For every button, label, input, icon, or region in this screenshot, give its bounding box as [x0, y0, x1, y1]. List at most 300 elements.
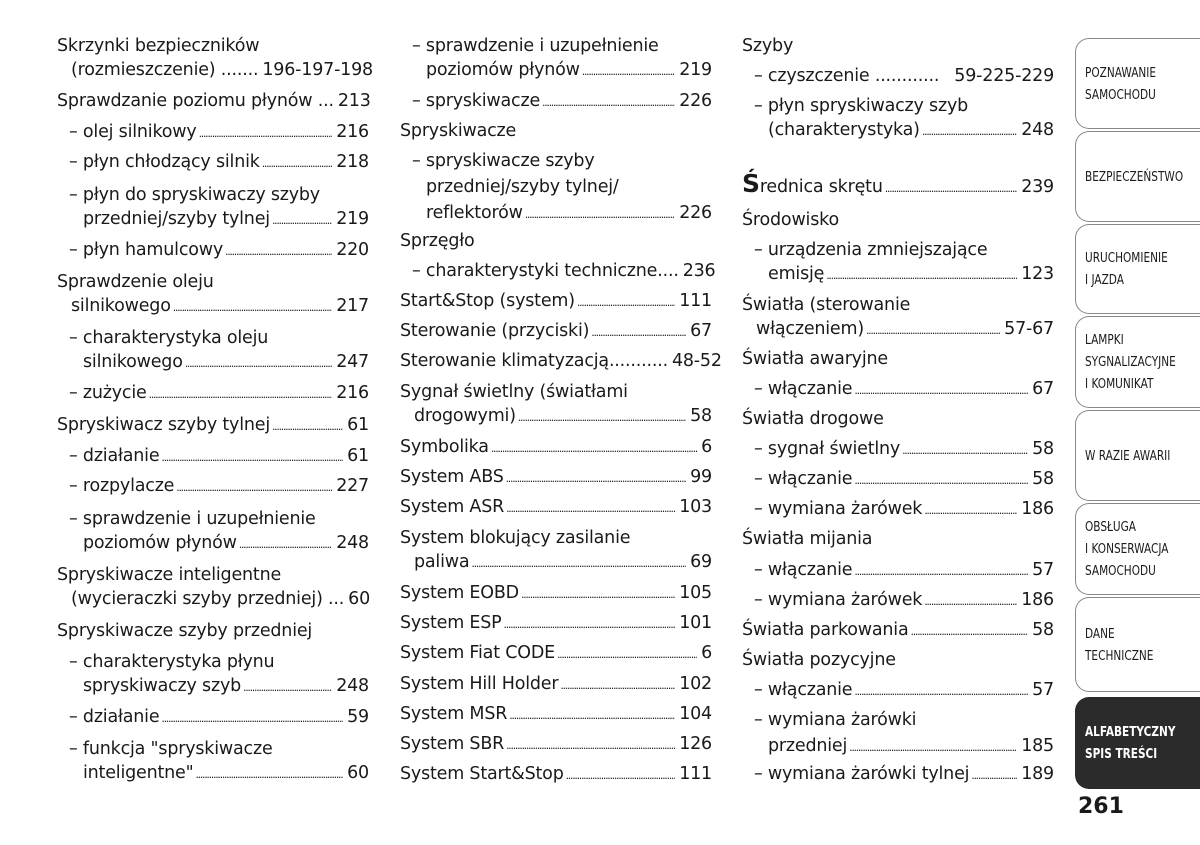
index-entry-line [742, 648, 1054, 672]
chapter-tab-label: LAMPKI SYGNALIZACYJNE I KOMUNIKAT [1085, 332, 1176, 392]
page-reference: 58 [1032, 469, 1054, 489]
index-entry-line [57, 563, 369, 587]
index-entry-text: – spryskiwacze szyby [412, 151, 595, 171]
dot-leader [239, 531, 332, 557]
page-reference: 99 [690, 467, 712, 487]
index-entry-text: System SBR [400, 734, 505, 754]
index-entry [400, 229, 712, 253]
index-entry [742, 407, 1054, 431]
index-entry-text: drogowymi) [414, 406, 516, 426]
index-entry-line [57, 587, 369, 611]
index-entry [400, 581, 712, 605]
index-entry-text: – rozpylacze [69, 476, 175, 496]
index-entry-line [57, 294, 369, 318]
page-reference: 105 [679, 583, 712, 603]
page-reference: 248 [336, 676, 369, 696]
page-reference: 6 [701, 437, 712, 457]
index-entry [412, 259, 716, 283]
page-reference: 248 [336, 533, 369, 553]
dot-leader [582, 58, 675, 84]
index-entry-text: Sterowanie klimatyzacją........... [400, 351, 668, 371]
index-entry-text: – włączanie [754, 560, 853, 580]
index-entry [57, 34, 373, 82]
page-reference: 185 [1021, 736, 1054, 756]
dot-leader [577, 289, 675, 315]
index-entry-text: Szyby [742, 36, 794, 56]
index-entry-text: Start&Stop (system) [400, 291, 575, 311]
dot-leader [849, 734, 1017, 760]
dot-leader [243, 674, 332, 700]
page-reference: 247 [336, 352, 369, 372]
index-entry-line [754, 64, 1054, 88]
index-entry-text: System ESP [400, 613, 502, 633]
index-entry-line [69, 120, 369, 144]
index-entry-line [754, 708, 1054, 734]
index-entry-text: – płyn spryskiwaczy szyb [754, 96, 969, 116]
chapter-tab[interactable] [1075, 503, 1200, 595]
index-entry-line [69, 705, 369, 729]
index-entry-text: Symbolika [400, 437, 489, 457]
page-reference: 239 [1021, 177, 1054, 197]
index-entry-text: – płyn do spryskiwaczy szyby [69, 185, 320, 205]
page-number: 261 [1078, 794, 1124, 819]
page-reference: 126 [679, 734, 712, 754]
dot-leader [885, 175, 1017, 201]
dot-leader [911, 618, 1029, 644]
index-entry [754, 678, 1054, 702]
dot-leader [272, 413, 343, 439]
chapter-tab-label: W RAZIE AWARII [1085, 447, 1171, 464]
index-entry-line [400, 465, 712, 489]
page-reference: 213 [337, 91, 371, 111]
chapter-tab[interactable] [1075, 410, 1200, 501]
index-entry [412, 34, 712, 82]
index-entry-text: – włączanie [754, 379, 853, 399]
index-entry [400, 465, 712, 489]
index-entry-line [412, 149, 712, 175]
index-entry [400, 641, 712, 665]
index-entry-text: System blokujący zasilanie [400, 528, 631, 548]
index-entry-text: (wycieraczki szyby przedniej) ... [71, 589, 345, 609]
dot-leader [525, 201, 675, 227]
index-entry-line [400, 672, 712, 696]
index-entry [400, 732, 712, 756]
page-reference: 59 [347, 707, 369, 727]
dot-leader [471, 550, 686, 576]
page-reference: 227 [336, 476, 369, 496]
index-entry [754, 467, 1054, 491]
index-entry-text: Spryskiwacze szyby przedniej [57, 621, 313, 641]
index-entry-line [754, 588, 1054, 612]
page-reference: 59-225-229 [954, 66, 1054, 86]
chapter-tab-label: OBSŁUGA I KONSERWACJA SAMOCHODU [1085, 519, 1169, 579]
index-entry-text: – urządzenia zmniejszające [754, 240, 988, 260]
page-reference: 189 [1021, 764, 1054, 784]
dot-leader [542, 89, 675, 115]
index-entry-text: System ABS [400, 467, 504, 487]
index-entry-text: System MSR [400, 704, 508, 724]
index-entry-line [69, 531, 369, 555]
dot-leader [854, 678, 1028, 704]
index-entry-line [69, 326, 369, 350]
index-entry-text: – sprawdzenie i uzupełnienie [412, 36, 659, 56]
index-entry-text: – sprawdzenie i uzupełnienie [69, 509, 316, 529]
index-entry-line [69, 381, 369, 405]
index-entry-text: reflektorów [426, 203, 523, 223]
dot-leader [173, 294, 332, 320]
index-entry-text: – włączanie [754, 680, 853, 700]
index-entry [69, 444, 369, 468]
index-entry-line [754, 94, 1054, 118]
index-entry-text: System Start&Stop [400, 764, 564, 784]
index-entry [69, 120, 369, 144]
index-entry-text: Światła (sterowanie [742, 295, 911, 315]
dot-leader [504, 611, 676, 637]
page-reference: 61 [347, 446, 369, 466]
index-entry-line [400, 229, 712, 253]
dot-leader [971, 762, 1017, 788]
index-entry-text: – funkcja "spryskiwacze [69, 739, 273, 759]
dot-leader [826, 262, 1017, 288]
index-entry [400, 702, 712, 726]
index-entry-line [69, 183, 369, 207]
dot-leader [854, 558, 1028, 584]
index-entry-line [69, 674, 369, 698]
dot-leader [854, 467, 1028, 493]
index-entry [69, 150, 369, 174]
index-entry-line [412, 58, 712, 82]
index-entry-line [400, 702, 712, 726]
index-entry-text: – płyn hamulcowy [69, 240, 224, 260]
dot-leader [491, 435, 697, 461]
index-entry-line [400, 495, 712, 519]
index-entry-line [400, 404, 712, 428]
index-entry-line [57, 619, 369, 643]
index-entry-text: silnikowego [71, 296, 171, 316]
index-entry [57, 413, 369, 437]
index-entry-line [412, 175, 712, 201]
index-entry-line [400, 526, 712, 550]
index-entry-text: przedniej/szyby tylnej/ [426, 177, 619, 197]
index-entry-line [69, 737, 369, 761]
dot-leader [161, 705, 343, 731]
index-entry [57, 563, 369, 611]
index-entry-text: Skrzynki bezpieczników [57, 36, 260, 56]
index-entry-line [754, 558, 1054, 582]
index-entry [69, 238, 369, 262]
index-entry-text: – charakterystyki techniczne.... [412, 261, 679, 281]
index-entry [754, 94, 1054, 142]
chapter-tab[interactable] [1075, 131, 1200, 222]
index-entry-line [742, 317, 1054, 341]
dot-leader [854, 377, 1028, 403]
dot-leader [591, 319, 686, 345]
index-entry-line [754, 262, 1054, 286]
index-entry-text: przedniej/szyby tylnej [83, 209, 270, 229]
index-entry-text: silnikowego [83, 352, 183, 372]
dot-leader [225, 238, 332, 264]
index-entry [754, 558, 1054, 582]
chapter-tab-label: POZNAWANIE SAMOCHODU [1085, 64, 1157, 103]
chapter-tab[interactable] [1075, 697, 1200, 789]
index-entry [412, 149, 712, 227]
index-entry-text: Światła mijania [742, 529, 873, 549]
index-entry-line [400, 550, 712, 574]
index-entry [69, 326, 369, 374]
index-entry-line [400, 319, 712, 343]
index-entry-line [754, 118, 1054, 142]
page-reference: 104 [679, 704, 712, 724]
page-reference: 69 [690, 552, 712, 572]
index-entry-text: – działanie [69, 707, 160, 727]
page-reference: 216 [336, 383, 369, 403]
index-entry-line [754, 467, 1054, 491]
chapter-tab-label: URUCHOMIENIE I JAZDA [1085, 250, 1168, 288]
index-entry [412, 89, 712, 113]
chapter-tab-label: BEZPIECZEŃSTWO [1085, 168, 1184, 185]
index-entry-line [400, 435, 712, 459]
index-entry-line [69, 761, 369, 785]
index-entry [400, 119, 712, 143]
index-entry [69, 650, 369, 698]
dot-leader [506, 732, 675, 758]
page-reference: 226 [679, 91, 712, 111]
dot-leader [557, 641, 697, 667]
dot-leader [199, 120, 333, 146]
index-entry-text: Średnica skrętu [742, 169, 883, 198]
index-entry-line [400, 380, 712, 404]
dot-leader [149, 381, 333, 407]
index-entry-text: – spryskiwacze [412, 91, 541, 111]
index-entry-line [400, 611, 712, 635]
index-entry-text: Spryskiwacze inteligentne [57, 565, 282, 585]
index-entry-line [742, 293, 1054, 317]
dot-leader [866, 317, 1000, 343]
page-reference: 111 [679, 764, 712, 784]
page-reference: 186 [1021, 499, 1054, 519]
index-entry-line [69, 207, 369, 231]
index-entry [742, 34, 1054, 58]
index-entry-text: – czyszczenie ............ [754, 66, 940, 86]
index-entry-line [69, 650, 369, 674]
index-entry-text: włączeniem) [756, 319, 864, 339]
index-entry-line [754, 734, 1054, 760]
page-reference: 67 [690, 321, 712, 341]
page-reference: 220 [336, 240, 369, 260]
index-entry-text: Światła drogowe [742, 409, 884, 429]
index-entry-line [742, 618, 1054, 642]
index-entry-line [742, 34, 1054, 58]
dot-leader [924, 588, 1017, 614]
dot-leader [176, 474, 332, 500]
index-entry [742, 618, 1054, 642]
dot-leader [509, 702, 675, 728]
page-reference: 61 [347, 415, 369, 435]
index-entry-line [69, 350, 369, 374]
index-entry [400, 319, 712, 343]
index-entry-text: – działanie [69, 446, 160, 466]
dot-leader [185, 350, 332, 376]
index-entry-text: – włączanie [754, 469, 853, 489]
index-entry [754, 64, 1054, 88]
index-entry-text: (charakterystyka) [768, 120, 920, 140]
index-entry [754, 238, 1054, 286]
index-entry-line [412, 34, 712, 58]
index-entry-text: – olej silnikowy [69, 122, 197, 142]
index-entry-line [400, 732, 712, 756]
index-entry-line [754, 238, 1054, 262]
dot-leader [272, 207, 332, 233]
index-entry-line [412, 89, 712, 113]
index-entry-text: spryskiwaczy szyb [83, 676, 242, 696]
index-entry-text: – wymiana żarówki [754, 710, 917, 730]
index-entry-line [742, 347, 1054, 371]
page-reference: 60 [348, 589, 371, 609]
index-entry-line [57, 58, 373, 82]
index-entry-text: Sprzęgło [400, 231, 475, 251]
index-entry-line [69, 507, 369, 531]
page-reference: 57 [1032, 680, 1054, 700]
index-entry-text: inteligentne" [83, 763, 194, 783]
index-entry-line [412, 201, 712, 227]
page-reference: 219 [336, 209, 369, 229]
index-entry-text: przedniej [768, 736, 848, 756]
index-entry [400, 289, 712, 313]
index-entry [742, 648, 1054, 672]
index-entry-text: – wymiana żarówki tylnej [754, 764, 970, 784]
page-reference: 60 [347, 763, 369, 783]
dot-leader [506, 465, 687, 491]
chapter-tab[interactable] [1075, 38, 1200, 129]
index-entry-text: emisję [768, 264, 825, 284]
section-initial: Ś [742, 169, 760, 198]
index-entry-text: paliwa [414, 552, 470, 572]
index-entry [400, 349, 722, 373]
page-reference: 58 [1032, 439, 1054, 459]
index-entry-text: Sterowanie (przyciski) [400, 321, 590, 341]
chapter-tab-label: ALFABETYCZNY SPIS TREŚCI [1085, 724, 1176, 762]
chapter-tab[interactable] [1075, 224, 1200, 314]
page-reference: 217 [336, 296, 369, 316]
index-entry [400, 762, 712, 786]
index-entry-text: System ASR [400, 497, 505, 517]
index-entry-line [400, 581, 712, 605]
index-entry-line [400, 119, 712, 143]
index-entry-text: – charakterystyka oleju [69, 328, 269, 348]
dot-leader [924, 497, 1017, 523]
index-entry-line [754, 437, 1054, 461]
page-reference: 248 [1021, 120, 1054, 140]
index-entry [754, 762, 1054, 786]
dot-leader [506, 495, 675, 521]
page-reference: 57 [1032, 560, 1054, 580]
dot-leader [922, 118, 1017, 144]
dot-leader [521, 581, 675, 607]
index-entry-text: System Fiat CODE [400, 643, 555, 663]
page-reference: 196-197-198 [262, 60, 373, 80]
index-entry-text: poziomów płynów [426, 60, 580, 80]
index-entry-line [400, 349, 722, 373]
index-entry [69, 705, 369, 729]
index-entry-line [754, 377, 1054, 401]
page-reference: 111 [679, 291, 712, 311]
index-entry-line [742, 208, 1054, 232]
index-entry-text: Sygnał świetlny (światłami [400, 382, 628, 402]
page-reference: 219 [679, 60, 712, 80]
index-entry-text: Sprawdzanie poziomu płynów ... [57, 91, 334, 111]
index-entry [742, 169, 1054, 198]
index-entry-line [57, 34, 369, 58]
page-reference: 57-67 [1004, 319, 1054, 339]
index-entry-line [742, 407, 1054, 431]
index-entry-line [754, 678, 1054, 702]
index-entry-line [69, 238, 369, 262]
index-entry-text: Światła parkowania [742, 620, 909, 640]
index-entry [400, 672, 712, 696]
page-reference: 101 [679, 613, 712, 633]
dot-leader [262, 150, 333, 176]
index-entry-line [400, 289, 712, 313]
index-entry [69, 381, 369, 405]
index-entry-line [69, 444, 369, 468]
chapter-tab[interactable] [1075, 597, 1200, 692]
index-entry [69, 474, 369, 498]
page-reference: 226 [679, 203, 712, 223]
page-reference: 216 [336, 122, 369, 142]
index-entry-line [57, 413, 369, 437]
index-entry-text: Spryskiwacze [400, 121, 517, 141]
index-entry-line [400, 762, 712, 786]
index-entry-text: – wymiana żarówek [754, 590, 923, 610]
dot-leader [518, 404, 686, 430]
index-entry [754, 377, 1054, 401]
index-entry [742, 208, 1054, 232]
index-entry-text: Światła pozycyjne [742, 650, 896, 670]
index-entry [400, 526, 712, 574]
index-entry [400, 435, 712, 459]
index-entry-line [69, 150, 369, 174]
page-reference: 103 [679, 497, 712, 517]
index-entry-text: – zużycie [69, 383, 147, 403]
index-entry [69, 737, 369, 785]
page-reference: 123 [1021, 264, 1054, 284]
index-entry-line [69, 474, 369, 498]
index-entry [400, 380, 712, 428]
index-entry-line [400, 641, 712, 665]
chapter-tab[interactable] [1075, 316, 1200, 408]
index-entry [57, 89, 369, 113]
page-reference: 102 [679, 674, 712, 694]
index-entry-line [754, 497, 1054, 521]
chapter-tab-label: DANE TECHNICZNE [1085, 625, 1154, 664]
index-entry-text: Spryskiwacz szyby tylnej [57, 415, 270, 435]
index-entry [69, 507, 369, 555]
index-entry-text: System Hill Holder [400, 674, 559, 694]
dot-leader [195, 761, 343, 787]
index-entry-text: Sprawdzenie oleju [57, 272, 214, 292]
page-reference: 58 [1032, 620, 1054, 640]
index-entry-text: Środowisko [742, 210, 839, 230]
index-entry [69, 183, 369, 231]
index-entry-text: Światła awaryjne [742, 349, 888, 369]
index-entry [754, 437, 1054, 461]
index-entry-line [412, 259, 716, 283]
index-entry [57, 270, 369, 318]
index-entry-text: – wymiana żarówek [754, 499, 923, 519]
index-entry-text: – charakterystyka płynu [69, 652, 275, 672]
page-reference: 218 [336, 152, 369, 172]
page-reference: 58 [690, 406, 712, 426]
